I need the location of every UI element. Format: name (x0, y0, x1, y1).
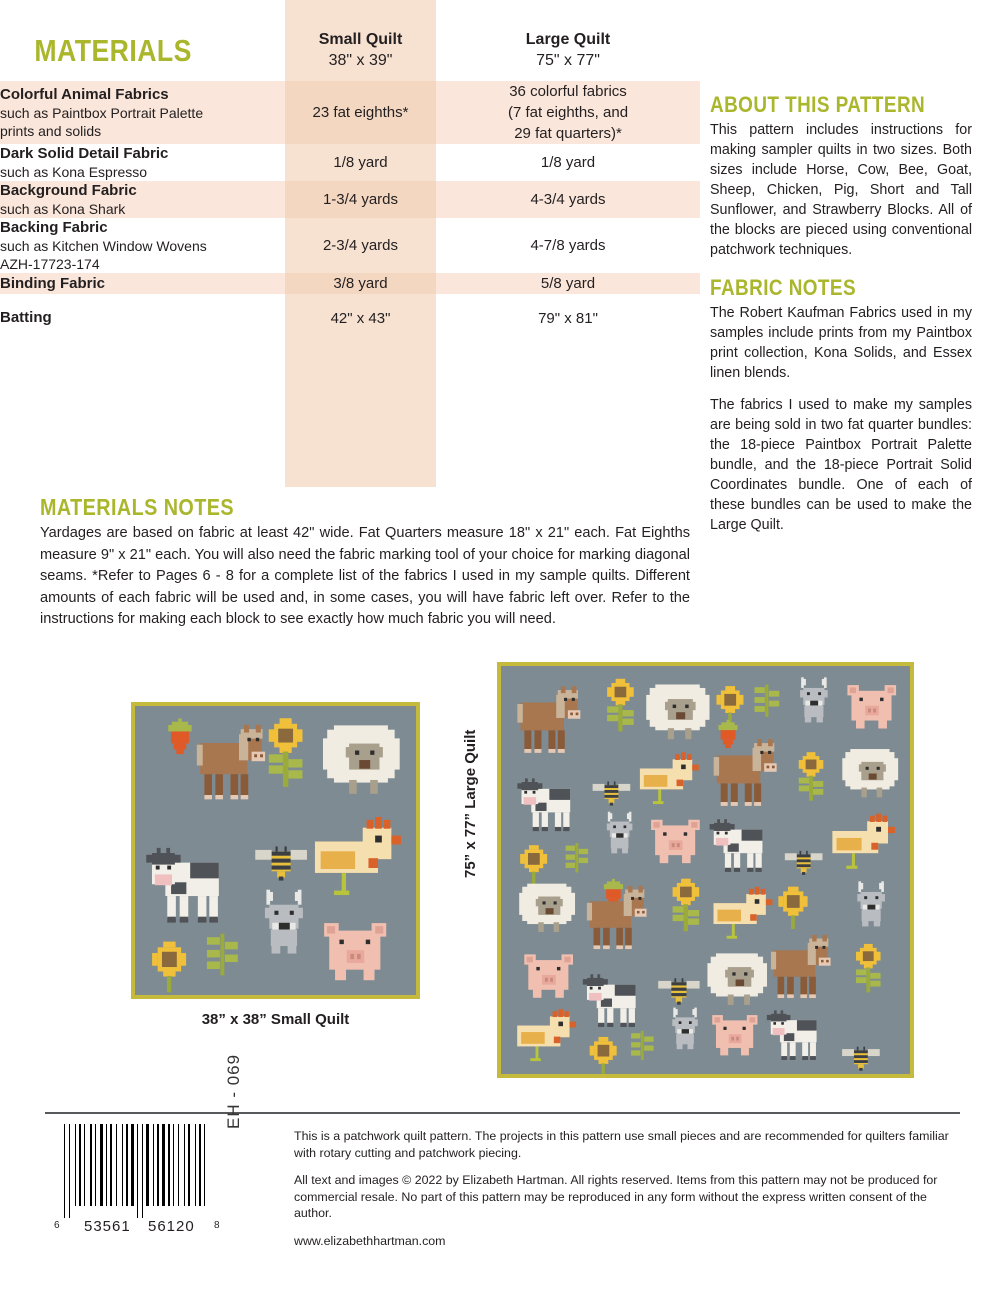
footer-divider (45, 1112, 960, 1114)
footer-website: www.elizabethhartman.com (294, 1233, 446, 1248)
small-quilt-caption: 38” x 38” Small Quilt (201, 1011, 350, 1028)
row-small-value: 42" x 43" (330, 310, 391, 327)
item-name: Colorful Animal Fabrics (0, 86, 169, 103)
table-row (0, 273, 700, 294)
fabric-notes-title: FABRIC NOTES (710, 275, 857, 300)
item-sub: such as Kona Shark (0, 201, 126, 217)
item-name: Batting (0, 309, 52, 326)
large-quilt-caption: 75” x 77” Large Quilt (462, 729, 479, 878)
footer-para-1: This is a patchwork quilt pattern. The projects in this pattern use small pieces and are recommended for quilters familiar with rotary cutting and patchwork piecing. (294, 1129, 949, 1160)
row-small-value: 23 fat eighths* (285, 81, 436, 144)
large-quilt-artwork (501, 666, 910, 1074)
table-row (0, 218, 700, 273)
about-pattern-body: This pattern includes instructions for making sampler quilts in two sizes. Both sizes include Horse, Cow, Bee, Goat, Sheep, Chicken, Pig, Short and Tall Sunflower, and Strawberry Blocks. All of the blocks are pieced using conventional patchwork techniques. (710, 122, 972, 258)
table-row (0, 181, 700, 218)
fabric-notes-para-1: The Robert Kaufman Fabrics used in my samples include prints from my Paintbox print collection, Kona Solids, and Essex linen blends. (710, 305, 972, 381)
barcode-digit-right: 8 (214, 1220, 221, 1231)
item-sub: such as Paintbox Portrait Palette prints and solids (0, 105, 204, 139)
fabric-notes-para-2: The fabrics I used to make my samples are being sold in two fat quarter bundles: the 18-piece Paintbox Portrait Palette bundle, and the 18-piece Portrait Solid Coordinates bundle. One of each of these bundles can be used to make the Large Quilt. (710, 397, 972, 533)
barcode-bars-icon (62, 1124, 214, 1218)
item-sub: such as Kitchen Window Wovens AZH-17723-174 (0, 238, 207, 272)
row-small-value: 1-3/4 yards (285, 181, 436, 218)
large-quilt-label: Large Quilt (525, 31, 611, 48)
row-label (0, 181, 285, 218)
page-title: MATERIALS (34, 33, 192, 68)
materials-notes-section (40, 495, 690, 631)
table-row (0, 144, 700, 181)
table-row (0, 294, 700, 343)
barcode-digit-group-2: 56120 (148, 1218, 195, 1235)
materials-notes-body: Yardages are based on fabric at least 42" wide. Fat Quarters measure 18" x 21" each. Fat Eighths measure 9" x 21" each. You will also need the fabric marking tool of your choice for marking diagonal seams. *Refer to Pages 6 - 8 for a complete list of the fabrics I used in my sample quilts. Different amounts of each fabric will be used and, in some cases, you will have fabric left over. Refer to the instructions for making each block to see exactly how much fabric you will need. (40, 525, 690, 627)
header-small-quilt (285, 0, 436, 81)
materials-title-cell (0, 0, 285, 81)
small-quilt-size: 38" x 39" (328, 52, 393, 69)
footer-para-2: All text and images © 2022 by Elizabeth Hartman. All rights reserved. Items from this pattern may not be produced for commercial resale. No part of this pattern may be reproduced in any form without the express written consent of the author. (294, 1173, 938, 1220)
item-code: EH - 069 (224, 1053, 243, 1129)
barcode-digit-left: 6 (54, 1220, 61, 1231)
item-sub: such as Kona Espresso (0, 164, 148, 180)
barcode-digit-group-1: 53561 (84, 1218, 131, 1235)
row-label (0, 218, 285, 273)
item-name: Background Fabric (0, 182, 137, 199)
row-label (0, 144, 285, 181)
item-name: Backing Fabric (0, 219, 108, 236)
row-large-value: 1/8 yard (540, 154, 596, 171)
row-label (0, 81, 285, 144)
row-large-value: 4-3/4 yards (436, 181, 700, 218)
row-small-value: 2-3/4 yards (322, 237, 399, 254)
about-pattern-title: ABOUT THIS PATTERN (710, 92, 926, 117)
large-quilt-size: 75" x 77" (536, 52, 600, 69)
row-small-value: 3/8 yard (285, 273, 436, 294)
item-name: Binding Fabric (0, 275, 105, 292)
footer-text (294, 1128, 954, 1260)
small-quilt-image (131, 702, 420, 999)
header-large-quilt (436, 0, 700, 81)
row-large-value: 4-7/8 yards (530, 237, 606, 254)
item-name: Dark Solid Detail Fabric (0, 145, 169, 162)
barcode (54, 1124, 252, 1236)
table-row (0, 81, 700, 144)
row-label (0, 294, 285, 343)
materials-table (0, 0, 700, 343)
row-label (0, 273, 285, 294)
barcode-bars-container (54, 1124, 221, 1236)
row-large-value: 5/8 yard (436, 273, 700, 294)
small-quilt-label: Small Quilt (318, 31, 403, 48)
row-small-value: 1/8 yard (333, 154, 388, 171)
materials-table-section (0, 0, 700, 343)
row-large-value: 36 colorful fabrics (7 fat eighths, and 29 fat quarters)* (436, 81, 700, 144)
large-quilt-image (497, 662, 914, 1078)
materials-notes-title: MATERIALS NOTES (40, 494, 234, 520)
table-header-row (0, 0, 700, 81)
row-large-value: 79" x 81" (538, 310, 598, 327)
small-quilt-artwork (135, 706, 416, 995)
right-column (710, 93, 972, 547)
